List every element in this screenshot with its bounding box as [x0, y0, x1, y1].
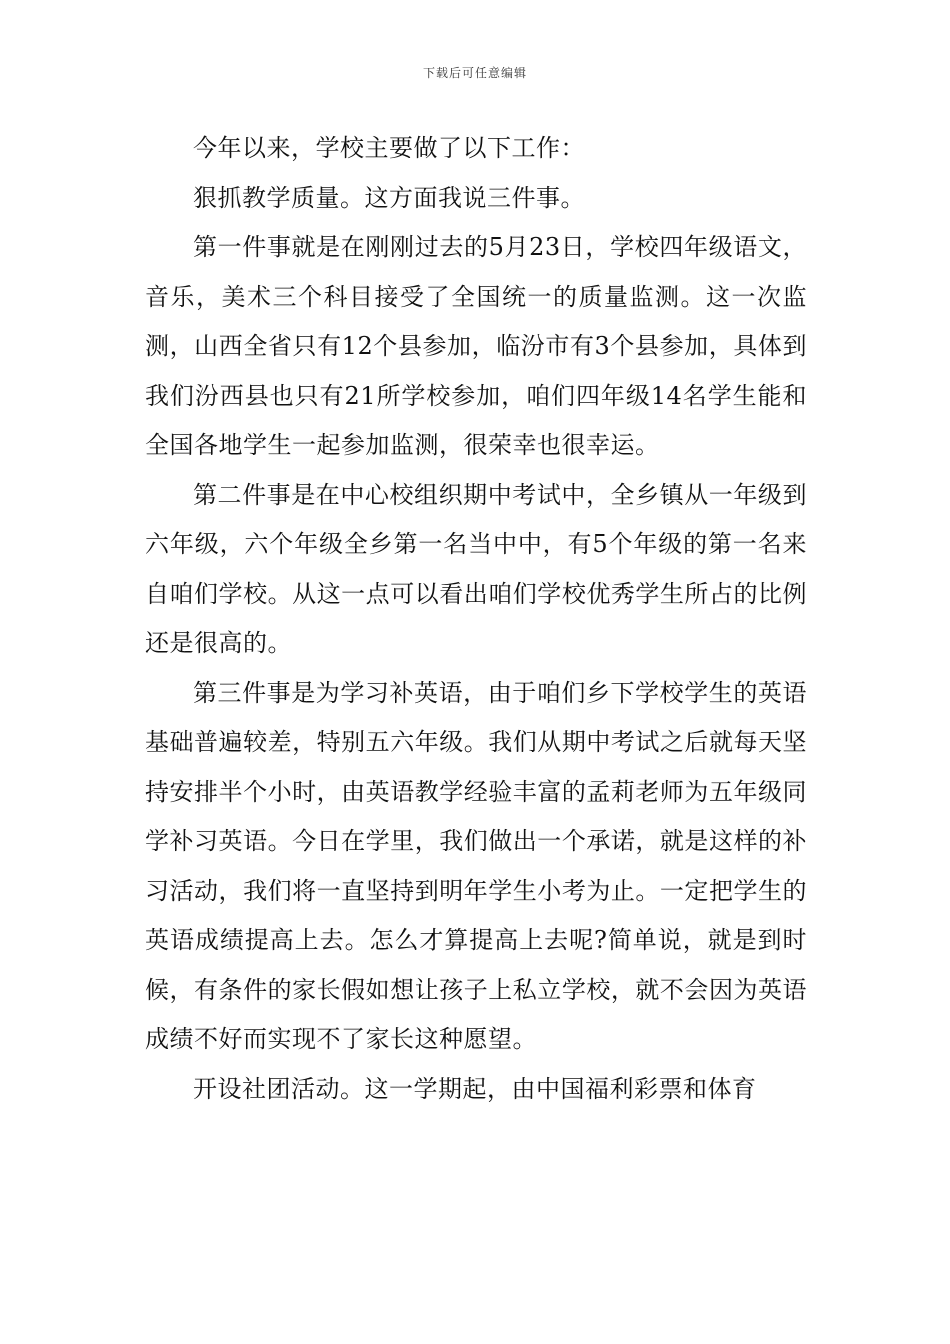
- paragraph-first-matter: 第一件事就是在刚刚过去的5月23日，学校四年级语文，音乐，美术三个科目接受了全国统一的质量监测。这一次监测，山西全省只有12个县参加，临汾市有3个县参加，具体到我们汾西县也只有21所学校参加，咱们四年级14名学生能和全国各地学生一起参加监测，很荣幸也很幸运。: [145, 233, 807, 459]
- paragraph-club-activities: 开设社团活动。这一学期起，由中国福利彩票和体育: [193, 1074, 757, 1103]
- page-header-note: 下载后可任意编辑: [422, 66, 527, 80]
- document-body: [145, 124, 807, 1114]
- paragraph-teaching-quality: 狠抓教学质量。这方面我说三件事。: [193, 183, 585, 212]
- paragraph-intro: 今年以来，学校主要做了以下工作：: [193, 134, 585, 162]
- paragraph-second-matter: 第二件事是在中心校组织期中考试中，全乡镇从一年级到六年级，六个年级全乡第一名当中中，有5个年级的第一名来自咱们学校。从这一点可以看出咱们学校优秀学生所占的比例还是很高的。: [145, 480, 807, 657]
- paragraph-third-matter: 第三件事是为学习补英语，由于咱们乡下学校学生的英语基础普遍较差，特别五六年级。我们从期中考试之后就每天坚持安排半个小时，由英语教学经验丰富的孟莉老师为五年级同学补习英语。今日在学里，我们做出一个承诺，就是这样的补习活动，我们将一直坚持到明年学生小考为止。一定把学生的英语成绩提高上去。怎么才算提高上去呢?简单说，就是到时候，有条件的家长假如想让孩子上私立学校，就不会因为英语成绩不好而实现不了家长这种愿望。: [145, 678, 807, 1053]
